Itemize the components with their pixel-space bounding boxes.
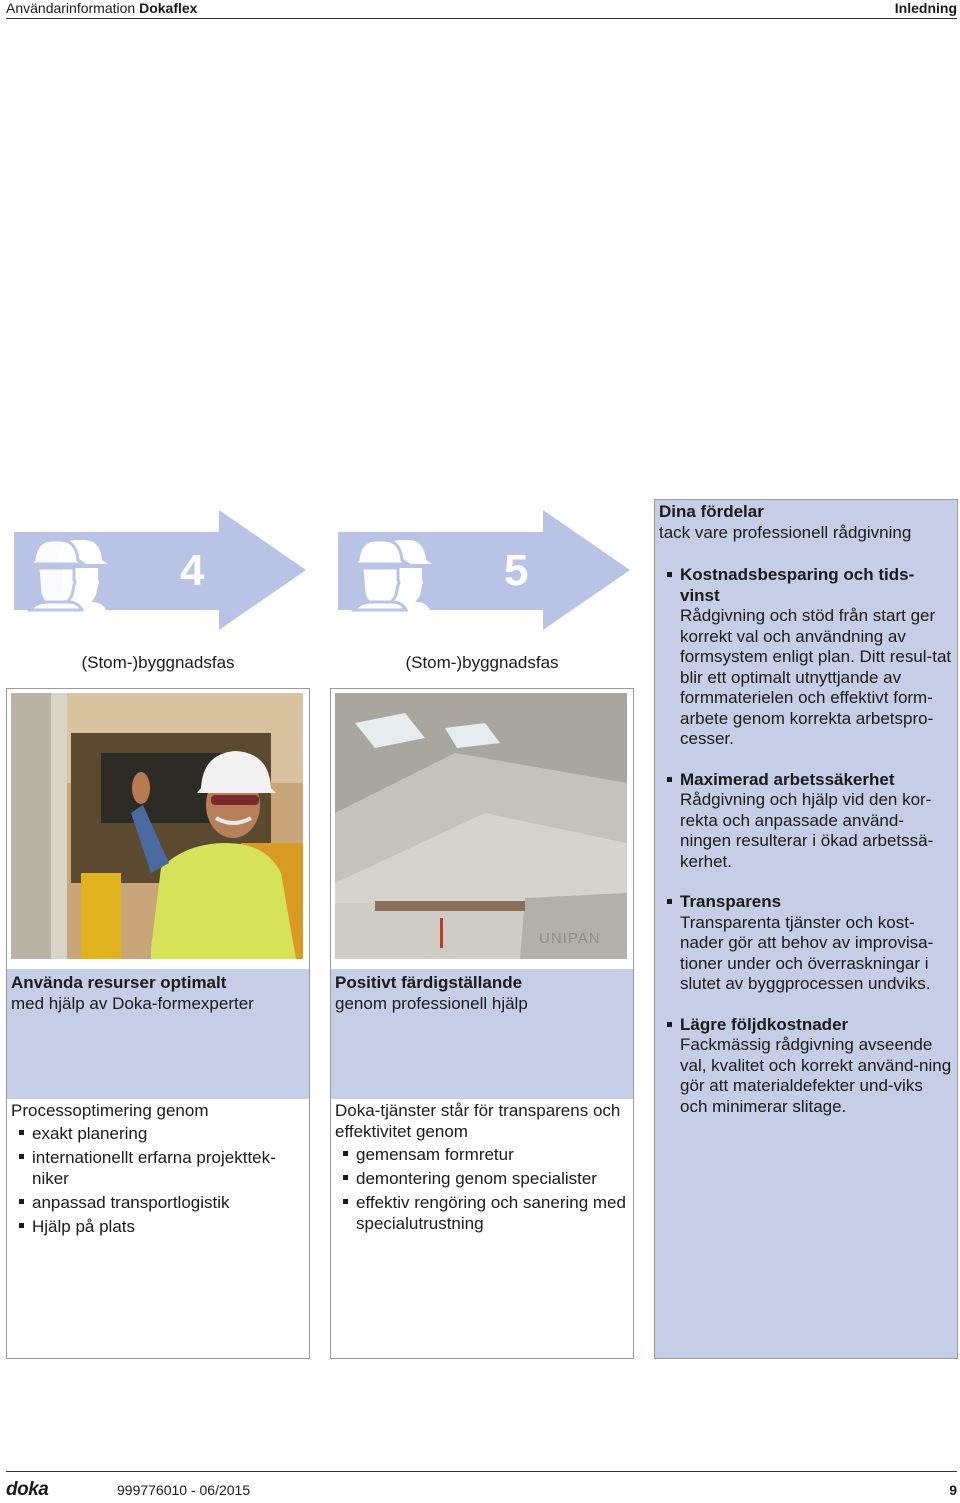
list-item: demontering genom specialister: [335, 1168, 627, 1189]
svg-text:doka: doka: [6, 1480, 49, 1498]
advantage-text: Fackmässig rådgivning avseende val, kvalitet och korrekt använd-ning gör att materialdefekter und-viks och minimerar slitage.: [680, 1035, 952, 1116]
advantage-heading: Maximerad arbetssäkerhet: [680, 769, 895, 789]
list-item: exakt planering: [11, 1123, 303, 1144]
band-subtitle: med hjälp av Doka-formexperter: [11, 994, 254, 1013]
phase-5-band: [331, 969, 633, 1099]
advantage-text: Transparenta tjänster och kost-nader gör att behov av improvisa-tioner under och överraskningar i slutet av byggprocessen undviks.: [680, 912, 934, 993]
list-item: anpassad transportlogistik: [11, 1192, 303, 1213]
advantages-list: [659, 565, 953, 1137]
band-title: Positivt färdigställande genom professionell hjälp: [335, 973, 528, 1013]
phase-number: 5: [504, 546, 529, 595]
document-number: 999776010 - 06/2015: [117, 1482, 251, 1498]
list-item: [659, 565, 953, 750]
list-item: [659, 770, 953, 873]
phase-4-header: [6, 510, 310, 690]
phase-5-body: [335, 1100, 627, 1237]
bullet-list: [11, 1123, 303, 1237]
page-header: [6, 0, 957, 20]
advantage-heading: Kostnadsbesparing och tids-vinst: [680, 565, 915, 605]
advantage-heading: Lägre följdkostnader: [680, 1014, 849, 1034]
phase-arrow-shape: [14, 510, 314, 630]
phase-5-column: [330, 688, 634, 1359]
phase-title: (Stom-)byggnadsfas: [81, 653, 235, 672]
body-intro: Doka-tjänster står för transparens och effektivitet genom: [335, 1101, 621, 1141]
advantage-text: Rådgivning och hjälp vid den kor-rekta och anpassade använd-ningen resulterar i ökad arbetssä-kerhet.: [680, 790, 934, 871]
doka-logo: [6, 1480, 62, 1503]
list-item: effektiv rengöring och sanering med specialutrustning: [335, 1192, 627, 1234]
band-subtitle: genom professionell hjälp: [335, 994, 528, 1013]
footer-divider: [6, 1471, 957, 1472]
list-item: gemensam formretur: [335, 1144, 627, 1165]
phase-5-header: [330, 510, 634, 690]
advantage-heading: Transparens: [680, 892, 782, 911]
phase-4-band: [7, 969, 309, 1099]
section-title: Inledning: [894, 0, 957, 16]
phase-arrow-shape: [338, 510, 638, 630]
header-divider: [6, 18, 957, 19]
band-title: Använda resurser optimalt med hjälp av Doka-formexperter: [11, 973, 254, 1013]
phase-4-body: [11, 1100, 303, 1240]
document-title: Användarinformation Dokaflex: [6, 0, 198, 16]
advantage-text: Rådgivning och stöd från start ger korrekt val och användning av formsystem enligt plan. Ditt resul-tat blir ett optimalt utnyttjande av formmaterielen och effektivt form-arbete genom korrekta arbetspro-cesser.: [680, 606, 952, 748]
list-item: [659, 1015, 953, 1118]
advantages-box: [654, 499, 958, 1359]
advantages-subtitle: tack vare professionell rådgivning: [659, 523, 912, 542]
unipan-label: UNIPAN: [539, 930, 601, 947]
phase-4-column: [6, 688, 310, 1359]
concrete-interior-photo: [335, 693, 627, 959]
list-item: internationellt erfarna projekttek-niker: [11, 1147, 303, 1189]
list-item: Hjälp på plats: [11, 1216, 303, 1237]
body-intro: Processoptimering genom: [11, 1101, 209, 1120]
advantages-title: Dina fördelar tack vare professionell rådgivning: [659, 502, 912, 542]
phase-number: 4: [180, 546, 205, 595]
phase-title: (Stom-)byggnadsfas: [405, 653, 559, 672]
list-item: [659, 892, 953, 995]
worker-pointing-photo: [11, 693, 303, 959]
page-number: 9: [949, 1482, 957, 1498]
bullet-list: [335, 1144, 627, 1234]
